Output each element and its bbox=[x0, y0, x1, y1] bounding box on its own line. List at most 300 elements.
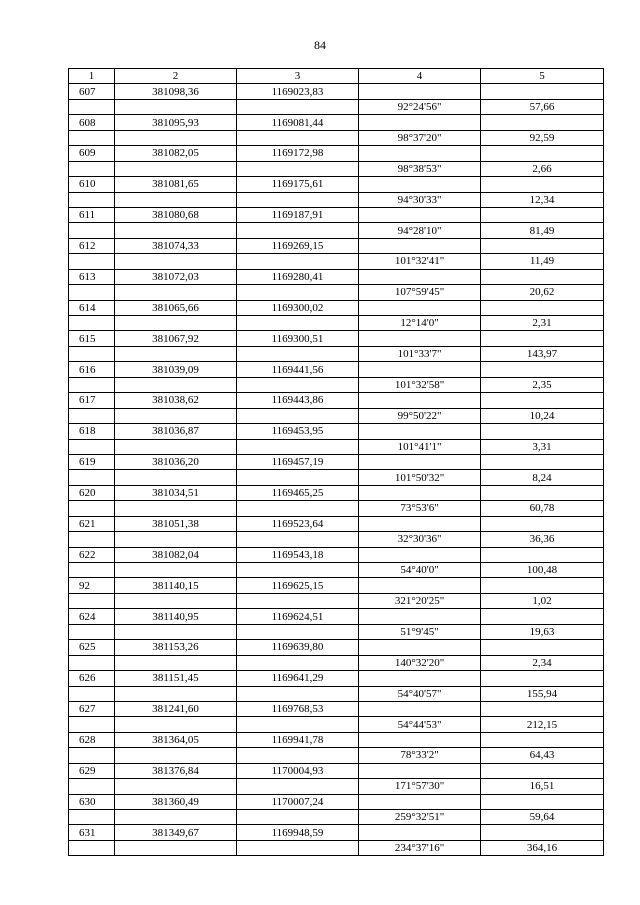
empty-cell bbox=[481, 331, 604, 346]
empty-cell bbox=[237, 316, 359, 331]
segment-row bbox=[69, 686, 604, 701]
empty-cell bbox=[115, 223, 237, 238]
empty-cell bbox=[359, 362, 481, 377]
point-row bbox=[69, 763, 604, 778]
segment-row bbox=[69, 593, 604, 608]
x-coordinate-cell: 381153,26 bbox=[115, 640, 237, 655]
distance-cell: 100,48 bbox=[481, 563, 604, 578]
point-number-cell: 92 bbox=[69, 578, 115, 593]
point-row bbox=[69, 207, 604, 222]
empty-cell bbox=[237, 470, 359, 485]
y-coordinate-cell: 1169023,83 bbox=[237, 84, 359, 99]
empty-cell bbox=[115, 377, 237, 392]
empty-cell bbox=[481, 547, 604, 562]
column-header: 4 bbox=[359, 69, 481, 84]
empty-cell bbox=[69, 254, 115, 269]
point-number-cell: 611 bbox=[69, 207, 115, 222]
y-coordinate-cell: 1169081,44 bbox=[237, 115, 359, 130]
point-row bbox=[69, 825, 604, 840]
angle-cell: 101°32'41" bbox=[359, 254, 481, 269]
distance-cell: 57,66 bbox=[481, 99, 604, 114]
distance-cell: 364,16 bbox=[481, 840, 604, 855]
empty-cell bbox=[115, 192, 237, 207]
empty-cell bbox=[359, 393, 481, 408]
empty-cell bbox=[237, 346, 359, 361]
empty-cell bbox=[237, 254, 359, 269]
angle-cell: 32°30'36" bbox=[359, 532, 481, 547]
point-row bbox=[69, 84, 604, 99]
empty-cell bbox=[115, 99, 237, 114]
point-number-cell: 626 bbox=[69, 671, 115, 686]
point-row bbox=[69, 578, 604, 593]
empty-cell bbox=[115, 408, 237, 423]
y-coordinate-cell: 1169639,80 bbox=[237, 640, 359, 655]
distance-cell: 64,43 bbox=[481, 748, 604, 763]
distance-cell: 212,15 bbox=[481, 717, 604, 732]
distance-cell: 36,36 bbox=[481, 532, 604, 547]
angle-cell: 107°59'45" bbox=[359, 285, 481, 300]
point-number-cell: 615 bbox=[69, 331, 115, 346]
empty-cell bbox=[115, 285, 237, 300]
point-number-cell: 621 bbox=[69, 516, 115, 531]
y-coordinate-cell: 1169443,86 bbox=[237, 393, 359, 408]
empty-cell bbox=[481, 640, 604, 655]
empty-cell bbox=[69, 748, 115, 763]
empty-cell bbox=[69, 655, 115, 670]
empty-cell bbox=[115, 810, 237, 825]
distance-cell: 92,59 bbox=[481, 130, 604, 145]
distance-cell: 1,02 bbox=[481, 593, 604, 608]
segment-row bbox=[69, 532, 604, 547]
y-coordinate-cell: 1169175,61 bbox=[237, 177, 359, 192]
empty-cell bbox=[115, 840, 237, 855]
x-coordinate-cell: 381074,33 bbox=[115, 238, 237, 253]
point-row bbox=[69, 640, 604, 655]
point-number-cell: 619 bbox=[69, 454, 115, 469]
distance-cell: 2,35 bbox=[481, 377, 604, 392]
empty-cell bbox=[69, 624, 115, 639]
y-coordinate-cell: 1169641,29 bbox=[237, 671, 359, 686]
distance-cell: 10,24 bbox=[481, 408, 604, 423]
empty-cell bbox=[237, 130, 359, 145]
empty-cell bbox=[359, 115, 481, 130]
angle-cell: 92°24'56" bbox=[359, 99, 481, 114]
x-coordinate-cell: 381364,05 bbox=[115, 732, 237, 747]
x-coordinate-cell: 381360,49 bbox=[115, 794, 237, 809]
y-coordinate-cell: 1170004,93 bbox=[237, 763, 359, 778]
point-row bbox=[69, 454, 604, 469]
empty-cell bbox=[115, 748, 237, 763]
distance-cell: 2,66 bbox=[481, 161, 604, 176]
x-coordinate-cell: 381036,87 bbox=[115, 424, 237, 439]
segment-row bbox=[69, 717, 604, 732]
empty-cell bbox=[359, 177, 481, 192]
empty-cell bbox=[237, 532, 359, 547]
empty-cell bbox=[359, 454, 481, 469]
x-coordinate-cell: 381034,51 bbox=[115, 485, 237, 500]
empty-cell bbox=[481, 238, 604, 253]
empty-cell bbox=[359, 671, 481, 686]
angle-cell: 78°33'2" bbox=[359, 748, 481, 763]
point-row bbox=[69, 300, 604, 315]
empty-cell bbox=[69, 377, 115, 392]
distance-cell: 81,49 bbox=[481, 223, 604, 238]
point-number-cell: 628 bbox=[69, 732, 115, 747]
point-row bbox=[69, 146, 604, 161]
empty-cell bbox=[69, 470, 115, 485]
empty-cell bbox=[69, 316, 115, 331]
empty-cell bbox=[69, 161, 115, 176]
point-number-cell: 620 bbox=[69, 485, 115, 500]
empty-cell bbox=[69, 810, 115, 825]
empty-cell bbox=[359, 732, 481, 747]
point-number-cell: 631 bbox=[69, 825, 115, 840]
empty-cell bbox=[481, 578, 604, 593]
segment-row bbox=[69, 779, 604, 794]
point-row bbox=[69, 424, 604, 439]
empty-cell bbox=[115, 563, 237, 578]
empty-cell bbox=[359, 238, 481, 253]
empty-cell bbox=[359, 207, 481, 222]
empty-cell bbox=[69, 840, 115, 855]
empty-cell bbox=[69, 285, 115, 300]
segment-row bbox=[69, 346, 604, 361]
point-number-cell: 618 bbox=[69, 424, 115, 439]
x-coordinate-cell: 381038,62 bbox=[115, 393, 237, 408]
point-number-cell: 614 bbox=[69, 300, 115, 315]
coordinates-table bbox=[68, 68, 604, 856]
y-coordinate-cell: 1169941,78 bbox=[237, 732, 359, 747]
empty-cell bbox=[237, 439, 359, 454]
empty-cell bbox=[69, 408, 115, 423]
empty-cell bbox=[69, 717, 115, 732]
point-row bbox=[69, 115, 604, 130]
angle-cell: 54°40'0" bbox=[359, 563, 481, 578]
empty-cell bbox=[481, 794, 604, 809]
angle-cell: 101°32'58" bbox=[359, 377, 481, 392]
x-coordinate-cell: 381080,68 bbox=[115, 207, 237, 222]
empty-cell bbox=[115, 532, 237, 547]
distance-cell: 11,49 bbox=[481, 254, 604, 269]
segment-row bbox=[69, 408, 604, 423]
empty-cell bbox=[359, 701, 481, 716]
empty-cell bbox=[359, 609, 481, 624]
empty-cell bbox=[69, 192, 115, 207]
distance-cell: 16,51 bbox=[481, 779, 604, 794]
y-coordinate-cell: 1169187,91 bbox=[237, 207, 359, 222]
point-row bbox=[69, 671, 604, 686]
angle-cell: 73°53'6" bbox=[359, 501, 481, 516]
distance-cell: 8,24 bbox=[481, 470, 604, 485]
x-coordinate-cell: 381098,36 bbox=[115, 84, 237, 99]
empty-cell bbox=[359, 763, 481, 778]
angle-cell: 101°50'32" bbox=[359, 470, 481, 485]
point-number-cell: 607 bbox=[69, 84, 115, 99]
angle-cell: 101°41'1" bbox=[359, 439, 481, 454]
y-coordinate-cell: 1169453,95 bbox=[237, 424, 359, 439]
empty-cell bbox=[115, 316, 237, 331]
point-number-cell: 630 bbox=[69, 794, 115, 809]
y-coordinate-cell: 1170007,24 bbox=[237, 794, 359, 809]
column-header: 5 bbox=[481, 69, 604, 84]
empty-cell bbox=[359, 485, 481, 500]
point-number-cell: 627 bbox=[69, 701, 115, 716]
empty-cell bbox=[237, 377, 359, 392]
empty-cell bbox=[115, 470, 237, 485]
empty-cell bbox=[481, 300, 604, 315]
y-coordinate-cell: 1169465,25 bbox=[237, 485, 359, 500]
segment-row bbox=[69, 99, 604, 114]
point-row bbox=[69, 177, 604, 192]
y-coordinate-cell: 1169543,18 bbox=[237, 547, 359, 562]
empty-cell bbox=[115, 686, 237, 701]
distance-cell: 12,34 bbox=[481, 192, 604, 207]
x-coordinate-cell: 381081,65 bbox=[115, 177, 237, 192]
empty-cell bbox=[481, 207, 604, 222]
x-coordinate-cell: 381067,92 bbox=[115, 331, 237, 346]
empty-cell bbox=[115, 439, 237, 454]
x-coordinate-cell: 381065,66 bbox=[115, 300, 237, 315]
point-number-cell: 617 bbox=[69, 393, 115, 408]
column-header: 1 bbox=[69, 69, 115, 84]
empty-cell bbox=[69, 346, 115, 361]
y-coordinate-cell: 1169269,15 bbox=[237, 238, 359, 253]
empty-cell bbox=[237, 99, 359, 114]
y-coordinate-cell: 1169624,51 bbox=[237, 609, 359, 624]
x-coordinate-cell: 381151,45 bbox=[115, 671, 237, 686]
empty-cell bbox=[237, 161, 359, 176]
empty-cell bbox=[481, 671, 604, 686]
angle-cell: 98°37'20" bbox=[359, 130, 481, 145]
angle-cell: 101°33'7" bbox=[359, 346, 481, 361]
empty-cell bbox=[237, 655, 359, 670]
empty-cell bbox=[481, 146, 604, 161]
empty-cell bbox=[69, 593, 115, 608]
column-header: 2 bbox=[115, 69, 237, 84]
empty-cell bbox=[237, 593, 359, 608]
x-coordinate-cell: 381095,93 bbox=[115, 115, 237, 130]
empty-cell bbox=[359, 547, 481, 562]
x-coordinate-cell: 381082,05 bbox=[115, 146, 237, 161]
x-coordinate-cell: 381039,09 bbox=[115, 362, 237, 377]
y-coordinate-cell: 1169948,59 bbox=[237, 825, 359, 840]
point-row bbox=[69, 516, 604, 531]
segment-row bbox=[69, 377, 604, 392]
empty-cell bbox=[237, 624, 359, 639]
empty-cell bbox=[115, 346, 237, 361]
empty-cell bbox=[69, 130, 115, 145]
empty-cell bbox=[237, 408, 359, 423]
angle-cell: 259°32'51" bbox=[359, 810, 481, 825]
segment-row bbox=[69, 192, 604, 207]
point-number-cell: 625 bbox=[69, 640, 115, 655]
point-number-cell: 622 bbox=[69, 547, 115, 562]
empty-cell bbox=[481, 825, 604, 840]
empty-cell bbox=[481, 609, 604, 624]
empty-cell bbox=[237, 748, 359, 763]
angle-cell: 321°20'25" bbox=[359, 593, 481, 608]
point-row bbox=[69, 609, 604, 624]
point-number-cell: 608 bbox=[69, 115, 115, 130]
x-coordinate-cell: 381140,95 bbox=[115, 609, 237, 624]
empty-cell bbox=[237, 223, 359, 238]
empty-cell bbox=[481, 269, 604, 284]
segment-row bbox=[69, 316, 604, 331]
segment-row bbox=[69, 223, 604, 238]
empty-cell bbox=[359, 825, 481, 840]
empty-cell bbox=[115, 254, 237, 269]
empty-cell bbox=[481, 701, 604, 716]
point-number-cell: 629 bbox=[69, 763, 115, 778]
empty-cell bbox=[359, 516, 481, 531]
empty-cell bbox=[359, 578, 481, 593]
empty-cell bbox=[237, 840, 359, 855]
segment-row bbox=[69, 285, 604, 300]
point-row bbox=[69, 485, 604, 500]
empty-cell bbox=[69, 563, 115, 578]
angle-cell: 54°40'57" bbox=[359, 686, 481, 701]
y-coordinate-cell: 1169523,64 bbox=[237, 516, 359, 531]
distance-cell: 60,78 bbox=[481, 501, 604, 516]
x-coordinate-cell: 381082,04 bbox=[115, 547, 237, 562]
angle-cell: 94°30'33" bbox=[359, 192, 481, 207]
point-row bbox=[69, 701, 604, 716]
point-row bbox=[69, 269, 604, 284]
y-coordinate-cell: 1169300,02 bbox=[237, 300, 359, 315]
segment-row bbox=[69, 439, 604, 454]
segment-row bbox=[69, 624, 604, 639]
distance-cell: 2,31 bbox=[481, 316, 604, 331]
y-coordinate-cell: 1169625,15 bbox=[237, 578, 359, 593]
empty-cell bbox=[359, 331, 481, 346]
point-number-cell: 624 bbox=[69, 609, 115, 624]
distance-cell: 59,64 bbox=[481, 810, 604, 825]
empty-cell bbox=[69, 532, 115, 547]
angle-cell: 171°57'30" bbox=[359, 779, 481, 794]
empty-cell bbox=[359, 424, 481, 439]
x-coordinate-cell: 381036,20 bbox=[115, 454, 237, 469]
empty-cell bbox=[359, 300, 481, 315]
distance-cell: 20,62 bbox=[481, 285, 604, 300]
empty-cell bbox=[115, 624, 237, 639]
x-coordinate-cell: 381349,67 bbox=[115, 825, 237, 840]
distance-cell: 19,63 bbox=[481, 624, 604, 639]
empty-cell bbox=[481, 485, 604, 500]
empty-cell bbox=[115, 655, 237, 670]
point-number-cell: 609 bbox=[69, 146, 115, 161]
x-coordinate-cell: 381241,60 bbox=[115, 701, 237, 716]
point-number-cell: 616 bbox=[69, 362, 115, 377]
segment-row bbox=[69, 254, 604, 269]
segment-row bbox=[69, 161, 604, 176]
point-row bbox=[69, 794, 604, 809]
x-coordinate-cell: 381051,38 bbox=[115, 516, 237, 531]
segment-row bbox=[69, 470, 604, 485]
x-coordinate-cell: 381140,15 bbox=[115, 578, 237, 593]
empty-cell bbox=[237, 779, 359, 794]
table-body bbox=[69, 84, 604, 856]
angle-cell: 234°37'16" bbox=[359, 840, 481, 855]
empty-cell bbox=[115, 717, 237, 732]
distance-cell: 2,34 bbox=[481, 655, 604, 670]
empty-cell bbox=[481, 115, 604, 130]
empty-cell bbox=[481, 84, 604, 99]
angle-cell: 12°14'0" bbox=[359, 316, 481, 331]
y-coordinate-cell: 1169300,51 bbox=[237, 331, 359, 346]
segment-row bbox=[69, 563, 604, 578]
point-number-cell: 612 bbox=[69, 238, 115, 253]
point-row bbox=[69, 547, 604, 562]
angle-cell: 98°38'53" bbox=[359, 161, 481, 176]
empty-cell bbox=[481, 763, 604, 778]
empty-cell bbox=[69, 501, 115, 516]
empty-cell bbox=[237, 686, 359, 701]
empty-cell bbox=[481, 516, 604, 531]
segment-row bbox=[69, 655, 604, 670]
empty-cell bbox=[115, 130, 237, 145]
empty-cell bbox=[69, 223, 115, 238]
empty-cell bbox=[237, 563, 359, 578]
empty-cell bbox=[481, 424, 604, 439]
empty-cell bbox=[359, 84, 481, 99]
empty-cell bbox=[115, 779, 237, 794]
empty-cell bbox=[237, 501, 359, 516]
distance-cell: 155,94 bbox=[481, 686, 604, 701]
y-coordinate-cell: 1169441,56 bbox=[237, 362, 359, 377]
empty-cell bbox=[115, 501, 237, 516]
y-coordinate-cell: 1169457,19 bbox=[237, 454, 359, 469]
angle-cell: 140°32'20" bbox=[359, 655, 481, 670]
segment-row bbox=[69, 748, 604, 763]
empty-cell bbox=[481, 454, 604, 469]
segment-row bbox=[69, 501, 604, 516]
segment-row bbox=[69, 810, 604, 825]
empty-cell bbox=[69, 99, 115, 114]
empty-cell bbox=[115, 593, 237, 608]
segment-row bbox=[69, 840, 604, 855]
point-number-cell: 610 bbox=[69, 177, 115, 192]
empty-cell bbox=[69, 439, 115, 454]
empty-cell bbox=[481, 393, 604, 408]
angle-cell: 51°9'45" bbox=[359, 624, 481, 639]
empty-cell bbox=[359, 146, 481, 161]
angle-cell: 99°50'22" bbox=[359, 408, 481, 423]
empty-cell bbox=[481, 362, 604, 377]
point-row bbox=[69, 331, 604, 346]
empty-cell bbox=[69, 686, 115, 701]
angle-cell: 54°44'53" bbox=[359, 717, 481, 732]
empty-cell bbox=[359, 794, 481, 809]
distance-cell: 143,97 bbox=[481, 346, 604, 361]
page-number: 84 bbox=[314, 38, 326, 52]
point-row bbox=[69, 238, 604, 253]
column-header: 3 bbox=[237, 69, 359, 84]
empty-cell bbox=[359, 269, 481, 284]
empty-cell bbox=[237, 192, 359, 207]
empty-cell bbox=[237, 285, 359, 300]
empty-cell bbox=[115, 161, 237, 176]
point-row bbox=[69, 393, 604, 408]
x-coordinate-cell: 381072,03 bbox=[115, 269, 237, 284]
y-coordinate-cell: 1169172,98 bbox=[237, 146, 359, 161]
empty-cell bbox=[359, 640, 481, 655]
empty-cell bbox=[481, 732, 604, 747]
point-row bbox=[69, 362, 604, 377]
empty-cell bbox=[69, 779, 115, 794]
angle-cell: 94°28'10" bbox=[359, 223, 481, 238]
y-coordinate-cell: 1169768,53 bbox=[237, 701, 359, 716]
distance-cell: 3,31 bbox=[481, 439, 604, 454]
